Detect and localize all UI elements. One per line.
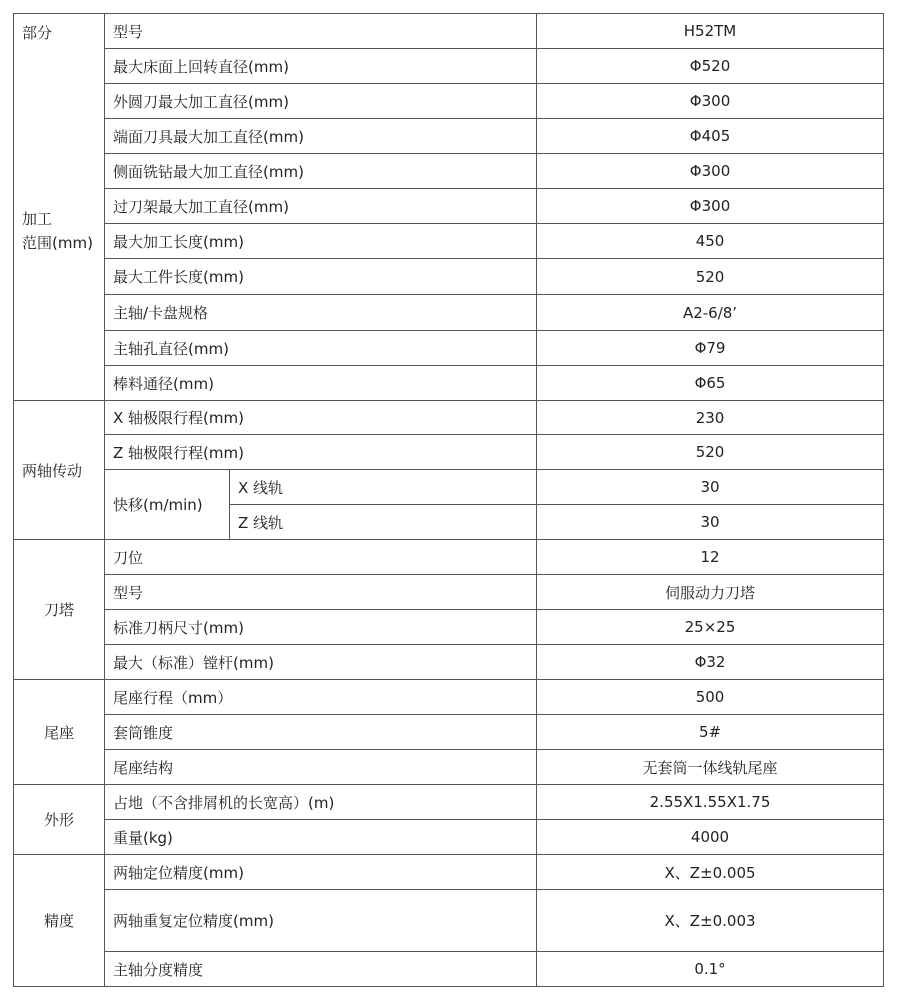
spec-name: 两轴定位精度(mm) [105, 855, 537, 890]
spec-name: 最大床面上回转直径(mm) [105, 49, 537, 84]
spec-value: 2.55X1.55X1.75 [537, 785, 884, 820]
table-row [14, 224, 884, 259]
spec-name: 刀位 [105, 540, 537, 575]
spec-name: 棒料通径(mm) [105, 366, 537, 401]
table-row [14, 785, 884, 820]
section-shape: 外形 [14, 785, 105, 855]
section-drive: 两轴传动 [14, 401, 105, 540]
spec-name: 侧面铣钻最大加工直径(mm) [105, 154, 537, 189]
spec-name: 主轴孔直径(mm) [105, 331, 537, 366]
spec-value: 30 [537, 505, 884, 540]
spec-value: 4000 [537, 820, 884, 855]
table-row [14, 189, 884, 224]
spec-name: X 轴极限行程(mm) [105, 401, 537, 435]
table-row [14, 750, 884, 785]
spec-value: 520 [537, 435, 884, 470]
table-row [14, 610, 884, 645]
section-label-line1: 加工 [22, 210, 53, 228]
spec-value: 230 [537, 401, 884, 435]
spec-value: X、Z±0.005 [537, 855, 884, 890]
spec-value: 12 [537, 540, 884, 575]
spec-name: 最大（标准）镗杆(mm) [105, 645, 537, 680]
spec-value: Φ300 [537, 189, 884, 224]
spec-value: Φ520 [537, 49, 884, 84]
spec-name: 最大加工长度(mm) [105, 224, 537, 259]
spec-name: 端面刀具最大加工直径(mm) [105, 119, 537, 154]
table-row [14, 890, 884, 952]
spec-value: 5# [537, 715, 884, 750]
spec-name: 标准刀柄尺寸(mm) [105, 610, 537, 645]
spec-value: A2-6/8’ [537, 295, 884, 331]
spec-name: 主轴分度精度 [105, 952, 537, 987]
spec-table [13, 13, 884, 987]
spec-value: 520 [537, 259, 884, 295]
spec-subname: Z 线轨 [230, 505, 537, 540]
spec-value: Φ32 [537, 645, 884, 680]
table-row [14, 154, 884, 189]
table-row [14, 855, 884, 890]
spec-name: 重量(kg) [105, 820, 537, 855]
section-turret: 刀塔 [14, 540, 105, 680]
spec-name: 两轴重复定位精度(mm) [105, 890, 537, 952]
spec-name: 套筒锥度 [105, 715, 537, 750]
table-row [14, 715, 884, 750]
table-row [14, 14, 884, 49]
section-tailstock: 尾座 [14, 680, 105, 785]
spec-name: 过刀架最大加工直径(mm) [105, 189, 537, 224]
table-row [14, 259, 884, 295]
spec-value: 500 [537, 680, 884, 715]
section-processing [14, 14, 105, 401]
spec-value: 25×25 [537, 610, 884, 645]
table-row [14, 680, 884, 715]
spec-value: Φ79 [537, 331, 884, 366]
table-row [14, 575, 884, 610]
table-row [14, 540, 884, 575]
spec-name: 型号 [105, 575, 537, 610]
section-label-line2: 范围(mm) [22, 234, 93, 252]
spec-name: 最大工件长度(mm) [105, 259, 537, 295]
spec-name: 占地（不含排屑机的长宽高）(m) [105, 785, 537, 820]
spec-value: 450 [537, 224, 884, 259]
table-row [14, 952, 884, 987]
table-row [14, 49, 884, 84]
spec-value: Φ405 [537, 119, 884, 154]
spec-value: 无套筒一体线轨尾座 [537, 750, 884, 785]
spec-value: 30 [537, 470, 884, 505]
spec-value: H52TM [537, 14, 884, 49]
spec-subname: X 线轨 [230, 470, 537, 505]
table-row [14, 470, 884, 505]
spec-name-rapid: 快移(m/min) [105, 470, 230, 540]
spec-value: Φ65 [537, 366, 884, 401]
spec-value: 0.1° [537, 952, 884, 987]
table-row [14, 366, 884, 401]
spec-value: X、Z±0.003 [537, 890, 884, 952]
spec-name: 主轴/卡盘规格 [105, 295, 537, 331]
table-row [14, 645, 884, 680]
spec-value: Φ300 [537, 84, 884, 119]
table-row [14, 84, 884, 119]
spec-value: 伺服动力刀塔 [537, 575, 884, 610]
table-row [14, 295, 884, 331]
table-row [14, 435, 884, 470]
table-row [14, 331, 884, 366]
section-precision: 精度 [14, 855, 105, 987]
spec-value: Φ300 [537, 154, 884, 189]
spec-name: 型号 [105, 14, 537, 49]
spec-name: 尾座结构 [105, 750, 537, 785]
spec-name: 外圆刀最大加工直径(mm) [105, 84, 537, 119]
table-row [14, 820, 884, 855]
table-row [14, 119, 884, 154]
spec-name: 尾座行程（mm） [105, 680, 537, 715]
spec-name: Z 轴极限行程(mm) [105, 435, 537, 470]
table-row [14, 401, 884, 435]
section-header: 部分 [22, 24, 53, 42]
